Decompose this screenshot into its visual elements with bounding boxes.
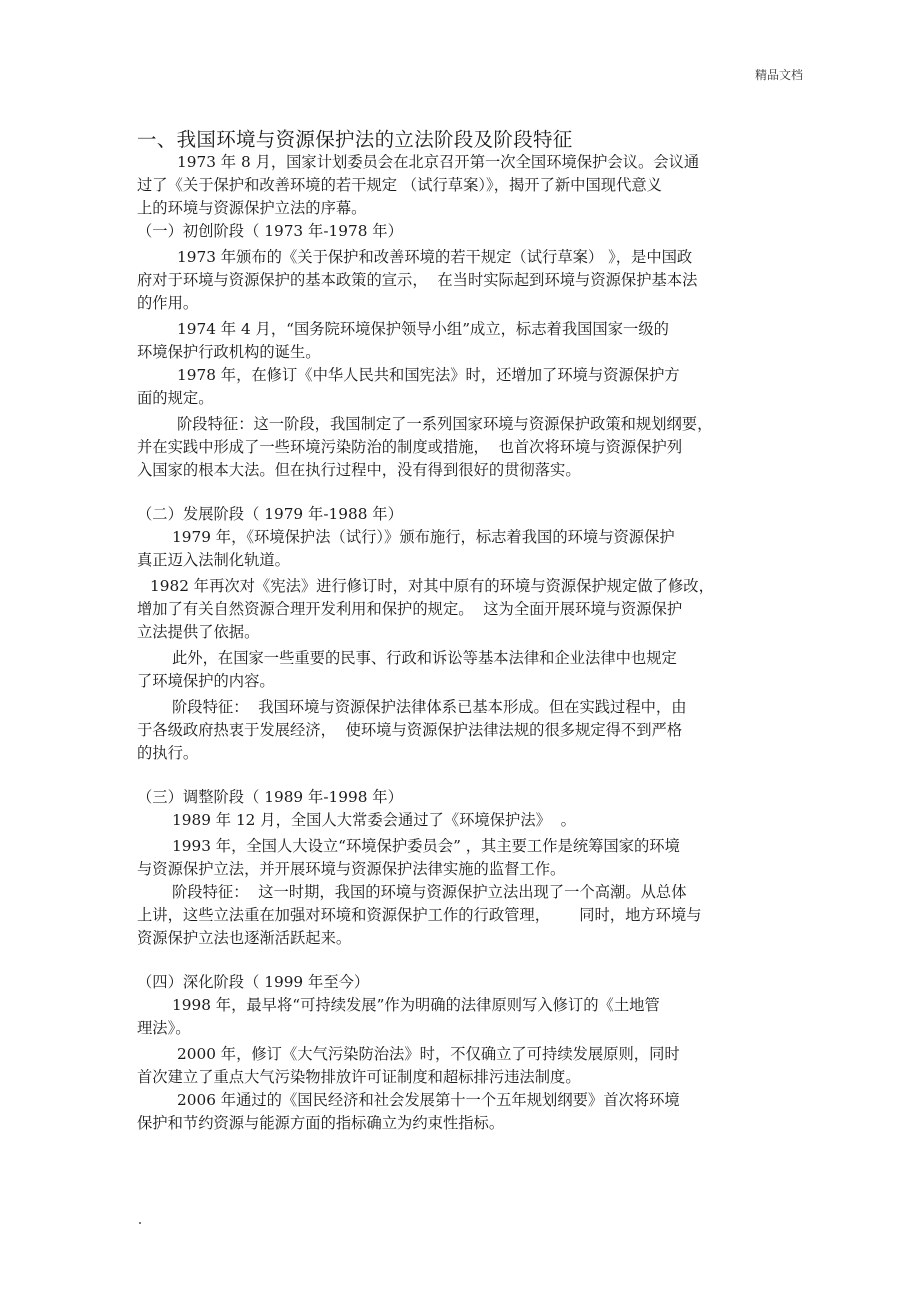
text-line: 的作用。 <box>137 294 199 312</box>
text-line: 上讲，这些立法重在加强对环境和资源保护工作的行政管理， 同时，地方环境与 <box>137 906 702 924</box>
text-line: 1982 年再次对《宪法》进行修订时，对其中原有的环境与资源保护规定做了修改， <box>150 577 714 595</box>
text-line: （三）调整阶段（ 1989 年-1998 年） <box>137 788 403 806</box>
text-line: 2000 年，修订《大气污染防治法》时，不仅确立了可持续发展原则，同时 <box>177 1045 680 1063</box>
text-line: 过了《关于保护和改善环境的若干规定 （试行草案）》，揭开了新中国现代意义 <box>137 176 662 194</box>
text-line: 1993 年，全国人大设立“环境保护委员会” ，其主要工作是统筹国家的环境 <box>172 837 680 855</box>
text-line: 1974 年 4 月，“国务院环境保护领导小组”成立，标志着我国国家一级的 <box>177 320 669 338</box>
text-line: 立法提供了依据。 <box>137 623 260 641</box>
text-line: 增加了有关自然资源合理开发利用和保护的规定。 这为全面开展环境与资源保护 <box>137 600 683 618</box>
text-line: 环境保护行政机构的诞生。 <box>137 343 321 361</box>
text-line: 资源保护立法也逐渐活跃起来。 <box>137 929 352 947</box>
text-line: 1973 年颁布的《关于保护和改善环境的若干规定（试行草案） 》，是中国政 <box>177 248 693 266</box>
text-line: 阶段特征： 我国环境与资源保护法律体系已基本形成。但在实践过程中，由 <box>172 698 687 716</box>
text-line: 入国家的根本大法。但在执行过程中，没有得到很好的贯彻落实。 <box>137 461 581 479</box>
text-line: 1979 年，《环境保护法（试行）》颁布施行，标志着我国的环境与资源保护 <box>172 528 675 546</box>
text-line: 真正迈入法制化轨道。 <box>137 551 290 569</box>
text-line: （一）初创阶段（ 1973 年-1978 年） <box>137 222 403 240</box>
text-line: 1978 年，在修订《中华人民共和国宪法》时，还增加了环境与资源保护方 <box>177 366 680 384</box>
text-line: 1989 年 12 月，全国人大常委会通过了《环境保护法》 。 <box>172 811 576 829</box>
page-title: 一、我国环境与资源保护法的立法阶段及阶段特征 <box>137 128 573 151</box>
text-line: 面的规定。 <box>137 389 214 407</box>
text-line: 2006 年通过的《国民经济和社会发展第十一个五年规划纲要》首次将环境 <box>177 1091 680 1109</box>
text-line: 府对于环境与资源保护的基本政策的宣示， 在当时实际起到环境与资源保护基本法 <box>137 271 698 289</box>
text-line: 阶段特征：这一阶段，我国制定了一系列国家环境与资源保护政策和规划纲要， <box>177 415 713 433</box>
text-line: 理法》。 <box>137 1019 191 1037</box>
text-line: 1973 年 8 月，国家计划委员会在北京召开第一次全国环境保护会议。会议通 <box>177 153 700 171</box>
header-note: 精品文档 <box>754 68 803 82</box>
text-line: （四）深化阶段（ 1999 年至今） <box>137 973 370 991</box>
text-line: 上的环境与资源保护立法的序幕。 <box>137 199 367 217</box>
text-line: 并在实践中形成了一些环境污染防治的制度或措施， 也首次将环境与资源保护列 <box>137 438 683 456</box>
text-line: 于各级政府热衷于发展经济， 使环境与资源保护法律法规的很多规定得不到严格 <box>137 721 683 739</box>
text-line: （二）发展阶段（ 1979 年-1988 年） <box>137 505 403 523</box>
text-line: 了环境保护的内容。 <box>137 672 275 690</box>
text-line: 此外，在国家一些重要的民事、行政和诉讼等基本法律和企业法律中也规定 <box>172 649 677 667</box>
text-line: 首次建立了重点大气污染物排放许可证制度和超标排污违法制度。 <box>137 1068 581 1086</box>
text-line: 1998 年，最早将“可持续发展”作为明确的法律原则写入修订的《土地管 <box>172 996 660 1014</box>
text-line: 保护和节约资源与能源方面的指标确立为约束性指标。 <box>137 1114 505 1132</box>
page-marker-dot <box>139 1222 141 1224</box>
text-line: 与资源保护立法，并开展环境与资源保护法律实施的监督工作。 <box>137 860 566 878</box>
text-line: 的执行。 <box>137 744 199 762</box>
text-line: 阶段特征： 这一时期，我国的环境与资源保护立法出现了一个高潮。从总体 <box>172 883 687 901</box>
